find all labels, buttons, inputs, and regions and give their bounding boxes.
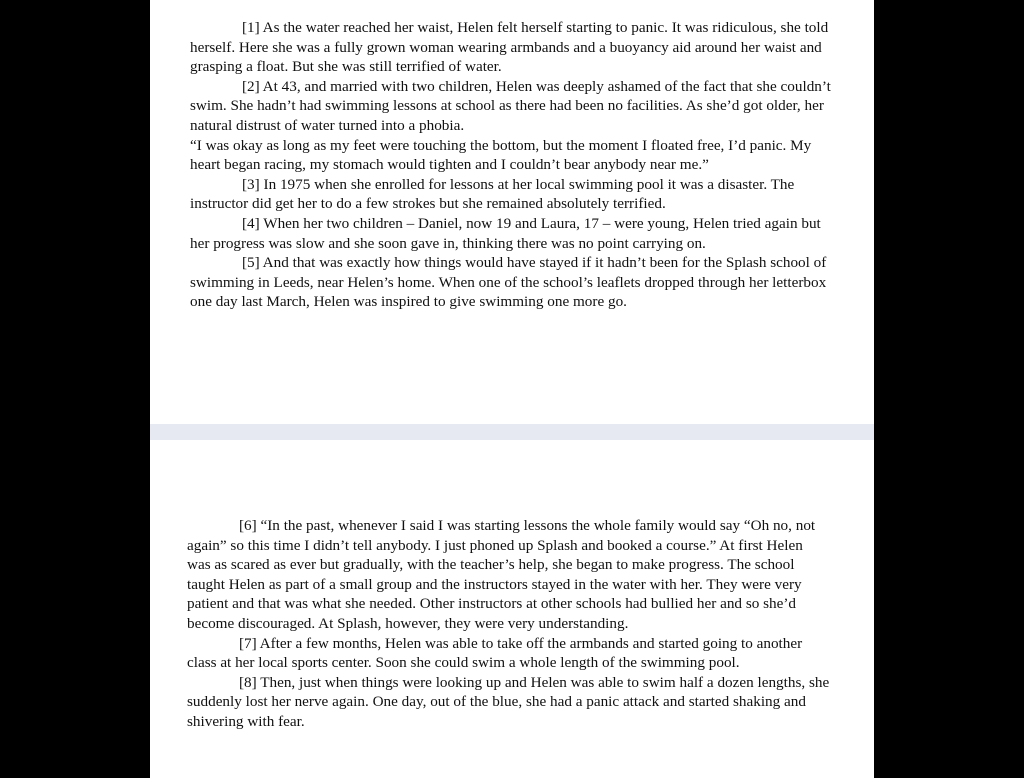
- page-separator: [150, 424, 874, 440]
- paragraph-8: [8] Then, just when things were looking up and Helen was able to swim half a dozen lengths, she suddenly lost her nerve again. One day, out of the blue, she had a panic attack and started shaking and shivering with fear.: [187, 673, 830, 730]
- quote-paragraph: “I was okay as long as my feet were touching the bottom, but the moment I floated free, I’d panic. My heart began racing, my stomach would tighten and I couldn’t bear anybody near me.”: [190, 136, 812, 174]
- page-1-text: [190, 18, 834, 312]
- paragraph-5: [5] And that was exactly how things would have stayed if it hadn’t been for the Splash school of swimming in Leeds, near Helen’s home. When one of the school’s leaflets dropped through her letterbox one day last March, Helen was inspired to give swimming one more go.: [190, 254, 827, 311]
- document-page-1: [150, 0, 874, 424]
- paragraph-3: [3] In 1975 when she enrolled for lessons at her local swimming pool it was a disaster. The instructor did get her to do a few strokes but she remained absolutely terrified.: [190, 175, 795, 213]
- document-page-2: [150, 440, 874, 778]
- paragraph-6: [6] “In the past, whenever I said I was starting lessons the whole family would say “Oh no, not again” so this time I didn’t tell anybody. I just phoned up Splash and booked a course.” At first Helen was as scared as ever but gradually, with the teacher’s help, she began to make progress. The school taught Helen as part of a small group and the instructors stayed in the water with her. They were very patient and that was what she needed. Other instructors at other schools had bullied her and so she’d become discouraged. At Splash, however, they were very understanding.: [187, 517, 816, 632]
- paragraph-7: [7] After a few months, Helen was able to take off the armbands and started going to another class at her local sports center. Soon she could swim a whole length of the swimming pool.: [187, 634, 803, 672]
- paragraph-1: [1] As the water reached her waist, Helen felt herself starting to panic. It was ridiculous, she told herself. Here she was a fully grown woman wearing armbands and a buoyancy aid around her waist and grasping a float. But she was still terrified of water.: [190, 19, 829, 76]
- page-2-text: [187, 516, 830, 732]
- paragraph-4: [4] When her two children – Daniel, now 19 and Laura, 17 – were young, Helen tried again but her progress was slow and she soon gave in, thinking there was no point carrying on.: [190, 214, 821, 252]
- paragraph-2: [2] At 43, and married with two children, Helen was deeply ashamed of the fact that she couldn’t swim. She hadn’t had swimming lessons at school as there had been no facilities. As she’d got older, her natural distrust of water turned into a phobia.: [190, 77, 831, 134]
